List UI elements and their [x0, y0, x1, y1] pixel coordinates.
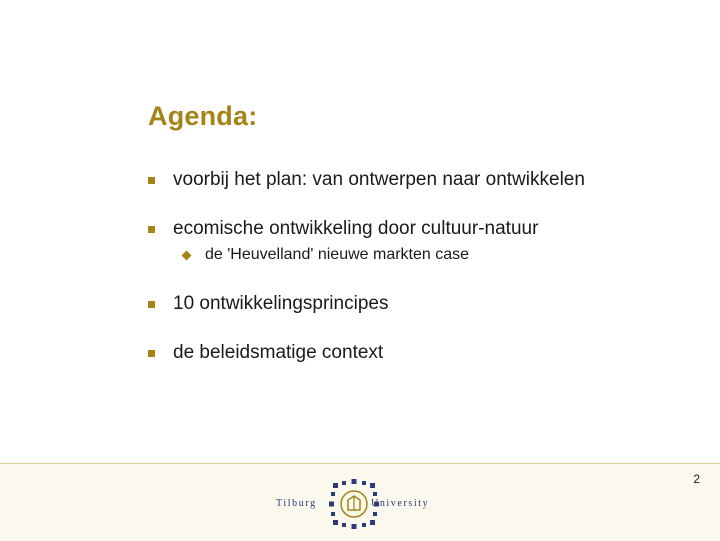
agenda-item-3	[148, 293, 388, 315]
agenda-subitem-text: de 'Heuvelland' nieuwe markten case	[205, 246, 470, 263]
agenda-item-1	[148, 169, 585, 191]
slide-title: Agenda:	[148, 101, 258, 131]
logo-text-left: Tilburg	[276, 498, 317, 509]
square-bullet-icon	[148, 350, 155, 357]
square-bullet-icon	[148, 226, 155, 233]
agenda-item-text: ecomische ontwikkeling door cultuur-natuur	[173, 218, 539, 239]
logo-text-right: University	[371, 498, 430, 509]
agenda-item-4	[148, 342, 383, 364]
slide-footer	[0, 463, 720, 541]
square-bullet-icon	[148, 301, 155, 308]
agenda-item-text: voorbij het plan: van ontwerpen naar ontwikkelen	[173, 169, 585, 190]
square-bullet-icon	[148, 177, 155, 184]
agenda-item-text: de beleidsmatige context	[173, 342, 384, 363]
agenda-subitem-1	[183, 246, 469, 264]
agenda-item-2	[148, 218, 538, 240]
agenda-item-text: 10 ontwikkelingsprincipes	[173, 293, 389, 314]
university-logo	[276, 478, 436, 530]
page-number: 2	[693, 472, 700, 486]
diamond-bullet-icon	[182, 250, 192, 260]
